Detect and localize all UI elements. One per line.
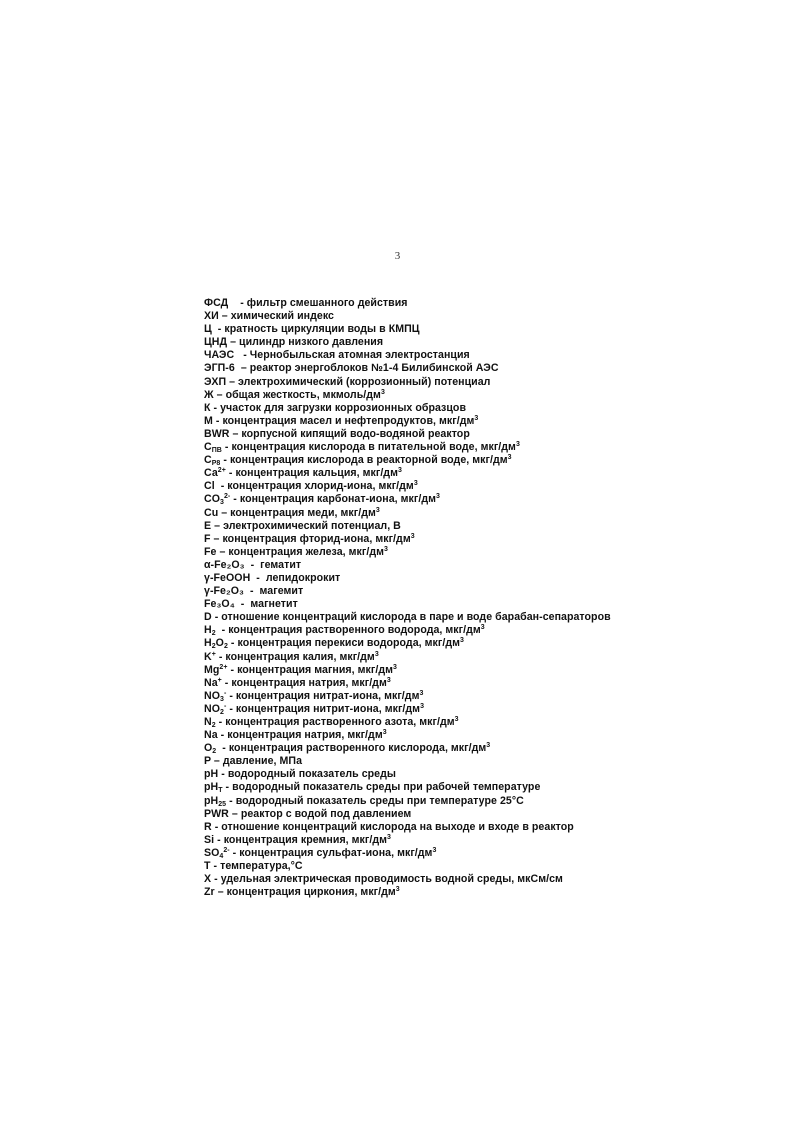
entry-separator: – [216,545,229,558]
entry-description: магемит [259,585,304,598]
entry-term: α-Fe₂O₃ [204,558,245,571]
glossary-entry [204,651,764,664]
entry-description: концентрация натрия, мкг/дм [231,676,387,689]
entry-description-superscript: 3 [480,624,485,632]
entry-term: T [204,860,211,873]
entry-term: PWR [204,807,229,820]
entry-term: ЭХП [204,375,227,388]
glossary-entry [204,533,764,546]
entry-separator: – [227,336,240,349]
glossary-entry [204,336,764,349]
entry-term-superscript: 2- [223,493,231,501]
entry-term: R [204,820,212,833]
glossary-entry [204,742,764,755]
entry-separator: - [228,297,247,309]
entry-term: Si [204,833,215,846]
entry-description: концентрация кислорода в реакторной воде, мкг/дм [229,454,508,467]
glossary-entry [204,441,764,454]
entry-separator: - [221,441,232,454]
glossary-entry [204,297,764,310]
entry-term: ЭГП-6 [204,362,235,375]
entry-separator: - [211,873,221,886]
glossary-entry [204,467,764,480]
entry-term: Cu [204,506,219,519]
entry-description-superscript: 3 [419,689,424,697]
entry-separator: - [226,689,236,702]
entry-term: ЧАЭС [204,349,235,362]
entry-description: давление, МПа [222,755,303,768]
entry-description: температура,°С [220,860,303,873]
glossary-entry [204,454,764,467]
entry-description: концентрация растворенного водорода, мкг/дм [228,624,481,637]
glossary-entry [204,362,764,375]
glossary-entry [204,598,764,611]
entry-description-superscript: 3 [395,886,400,894]
entry-separator: - [234,598,251,611]
entry-term-subscript: 2 [211,630,216,638]
entry-description: концентрация масел и нефтепродуктов, мкг/дм [222,414,475,427]
entry-term: Fe [204,545,217,558]
glossary-entry [204,624,764,637]
entry-separator: - [211,611,222,624]
entry-description: корпусной кипящий водо-водяной реактор [241,427,470,440]
entry-separator: - [226,794,236,807]
entry-description: концентрация нитрит-иона, мкг/дм [235,702,421,715]
glossary-entry [204,310,764,323]
entry-description: концентрация натрия, мкг/дм [227,729,383,742]
entry-term-tail: O [215,637,224,650]
entry-description: цилиндр низкого давления [239,336,384,349]
entry-term-superscript: - [223,702,227,710]
entry-term: Fe₃O₄ [204,598,235,611]
entry-description-superscript: 3 [384,545,388,553]
entry-description: концентрация циркония, мкг/дм [226,886,396,899]
entry-separator: - [226,702,236,715]
entry-description: химический индекс [230,310,334,323]
glossary-entry [204,677,764,690]
glossary-entry [204,415,764,428]
glossary-entry [204,781,764,794]
entry-description: отношение концентраций кислорода в паре и воде барабан-сепараторов [221,611,611,624]
glossary-entry [204,716,764,729]
entry-description: водородный показатель среды при рабочей температуре [232,781,541,794]
entry-description-superscript: 3 [413,480,418,488]
entry-separator: – [234,362,250,375]
page-number: 3 [394,250,401,262]
entry-description-superscript: 3 [386,676,391,684]
entry-description: водородный показатель среды при температуре 25°С [235,794,524,807]
entry-description-superscript: 3 [382,729,387,737]
glossary-entry [204,690,764,703]
entry-separator: - [243,585,260,598]
entry-term: С [204,454,212,467]
entry-term: С [204,441,212,454]
entry-term: NO [204,689,220,702]
entry-separator: - [210,401,221,414]
entry-description: гематит [260,558,302,571]
entry-term: X [204,873,212,886]
glossary-entry [204,703,764,716]
entry-term: Mg [204,663,220,676]
entry-description: кратность циркуляции воды в КМПЦ [224,323,420,336]
entry-term-subscript: 2 [212,748,217,756]
abbreviations-list [204,297,764,899]
entry-term-superscript: 2- [223,846,230,854]
entry-separator: - [212,414,223,427]
entry-term: ХИ [204,310,219,323]
entry-separator: - [227,663,238,676]
glossary-entry [204,611,764,624]
entry-description: реактор энергоблоков №1-4 Билибинской АЭС [249,362,499,375]
entry-separator: - [217,729,228,742]
entry-term: H [204,637,212,650]
glossary-entry [204,664,764,677]
entry-term: pH [204,794,219,807]
entry-separator: – [228,807,241,820]
entry-separator: - [227,637,238,650]
entry-term: SO [204,846,220,859]
entry-separator: - [222,781,233,794]
glossary-entry [204,729,764,742]
entry-term: Na [204,676,218,689]
entry-description-superscript: 3 [454,716,459,723]
glossary-entry [204,389,764,402]
entry-separator: - [218,768,228,781]
entry-separator: - [211,323,225,336]
entry-description: электрохимический потенциал, В [223,519,401,532]
entry-separator: – [226,375,239,388]
entry-description: участок для загрузки коррозионных образцов [220,401,467,414]
glossary-entry [204,821,764,834]
entry-separator: - [215,716,226,728]
glossary-entry [204,637,764,650]
entry-term: NO [204,702,220,715]
entry-term: D [204,611,212,624]
entry-term: Zr [204,886,215,899]
entry-term: BWR [204,427,230,440]
entry-term: γ-FeOOH [204,571,251,584]
entry-description: отношение концентраций кислорода на выходе и входе в реактор [221,820,574,833]
entry-description-superscript: 3 [374,650,379,658]
glossary-entry [204,480,764,493]
entry-term-superscript: + [211,650,216,658]
entry-description-superscript: 3 [515,441,520,449]
entry-term: pH [204,781,219,794]
entry-term-subscript: 2 [220,708,224,716]
entry-term-subscript: 3 [220,499,224,507]
entry-separator: – [214,886,227,899]
entry-term: CO [204,493,220,506]
entry-description: концентрация кремния, мкг/дм [223,833,388,846]
entry-description-superscript: 3 [460,637,464,645]
entry-term: pH [204,768,219,781]
entry-description-superscript: 3 [397,467,402,475]
glossary-entry [204,507,764,520]
entry-separator: - [210,860,221,873]
entry-term-subscript: 3 [220,695,224,703]
entry-term-subscript: 2 [211,722,216,729]
entry-term: Е [204,519,212,532]
glossary-entry [204,795,764,808]
entry-term-subscript: 4 [219,852,224,860]
entry-term-superscript: 2+ [217,467,226,475]
entry-description: концентрация кислорода в питательной воде, мкг/дм [231,441,516,454]
entry-term-superscript: 2+ [219,663,228,671]
entry-term-subscript: 25 [218,800,227,808]
glossary-entry [204,834,764,847]
entry-description-superscript: 3 [420,702,425,710]
entry-separator: - [214,833,224,846]
glossary-entry [204,768,764,781]
entry-term: Cl [204,480,215,493]
glossary-entry [204,349,764,362]
entry-description: концентрация растворенного азота, мкг/дм [225,716,455,728]
entry-description-superscript: 3 [474,414,479,422]
entry-term: P [204,755,211,768]
entry-separator: – [218,310,231,323]
entry-term-superscript: + [217,676,222,684]
entry-term: Na [204,729,218,742]
entry-description: концентрация калия, мкг/дм [225,650,375,663]
glossary-entry [204,585,764,598]
entry-term: ЦНД [204,336,228,349]
entry-term: К [204,401,211,414]
entry-term: Ц [204,323,212,336]
entry-description: реактор с водой под давлением [240,807,412,820]
glossary-entry [204,376,764,389]
entry-description: концентрация меди, мкг/дм [230,506,376,519]
entry-separator: – [211,519,224,532]
glossary-entry [204,428,764,441]
entry-description: Чернобыльская атомная электростанция [249,349,470,362]
entry-description: концентрация карбонат-иона, мкг/дм [239,493,436,506]
entry-separator: - [234,349,250,362]
entry-description-superscript: 3 [432,846,437,854]
entry-separator: – [210,755,223,768]
entry-description: концентрация кальция, мкг/дм [235,467,398,480]
entry-separator: - [221,676,232,689]
entry-separator: - [220,454,230,467]
entry-term: ФСД [204,297,229,309]
entry-description: магнетит [250,598,298,611]
glossary-entry [204,808,764,821]
entry-separator: - [214,480,228,493]
entry-separator: - [215,650,226,663]
entry-description: фильтр смешанного действия [246,297,408,309]
entry-description: общая жесткость, мкмоль/дм [225,388,381,401]
entry-description-superscript: 3 [410,532,415,540]
entry-term: Са [204,467,218,480]
entry-term: М [204,414,213,427]
entry-term: N [204,716,212,728]
entry-description-superscript: 3 [507,454,512,462]
glossary-entry [204,860,764,873]
entry-separator: - [250,571,266,584]
entry-description-superscript: 3 [393,663,397,671]
entry-description: лепидокрокит [265,571,341,584]
entry-term-superscript: - [223,689,227,697]
entry-term: γ-Fe₂O₃ [204,585,244,598]
entry-term-subscript: Р8 [211,460,221,468]
entry-description: концентрация железа, мкг/дм [228,545,384,558]
glossary-entry [204,493,764,506]
entry-description-superscript: 3 [375,506,380,514]
entry-term: K [204,650,212,663]
glossary-entry [204,559,764,572]
glossary-entry [204,572,764,585]
glossary-entry [204,520,764,533]
entry-description-superscript: 3 [387,833,391,841]
entry-separator: - [211,820,222,833]
entry-term-subscript: T [218,787,223,795]
entry-separator: - [244,558,261,571]
entry-description: концентрация нитрат-иона, мкг/дм [235,689,420,702]
entry-description-superscript: 3 [380,388,385,396]
entry-term: O [204,742,213,755]
entry-separator: - [230,493,240,506]
glossary-entry [204,873,764,886]
entry-term-subscript: ПВ [211,447,222,455]
entry-description: концентрация магния, мкг/дм [237,663,393,676]
entry-term: F [204,532,211,545]
glossary-entry [204,886,764,899]
entry-description: удельная электрическая проводимость водной среды, мкСм/см [220,873,563,886]
glossary-entry [204,323,764,336]
entry-term: H [204,624,212,637]
entry-separator: - [216,742,229,755]
entry-separator: - [229,846,240,859]
entry-separator: – [229,427,242,440]
entry-description: концентрация фторид-иона, мкг/дм [222,532,411,545]
entry-description: концентрация перекиси водорода, мкг/дм [237,637,460,650]
glossary-entry [204,402,764,415]
entry-description: концентрация растворенного кислорода, мкг/дм [228,742,487,755]
entry-description: водородный показатель среды [227,768,396,781]
entry-separator: – [218,506,231,519]
entry-description-superscript: 3 [486,742,491,750]
entry-term-tail-subscript: 2 [223,643,228,651]
entry-term: Ж [204,388,214,401]
entry-separator: – [210,532,223,545]
glossary-entry [204,546,764,559]
glossary-entry [204,847,764,860]
entry-term-subscript: 2 [211,643,216,651]
entry-separator: – [213,388,226,401]
entry-description: электрохимический (коррозионный) потенциал [238,375,491,388]
entry-separator: - [225,467,236,480]
glossary-entry [204,755,764,768]
entry-separator: - [215,624,229,637]
entry-description: концентрация сульфат-иона, мкг/дм [239,846,433,859]
entry-description-superscript: 3 [436,493,440,501]
entry-description: концентрация хлорид-иона, мкг/дм [227,480,414,493]
